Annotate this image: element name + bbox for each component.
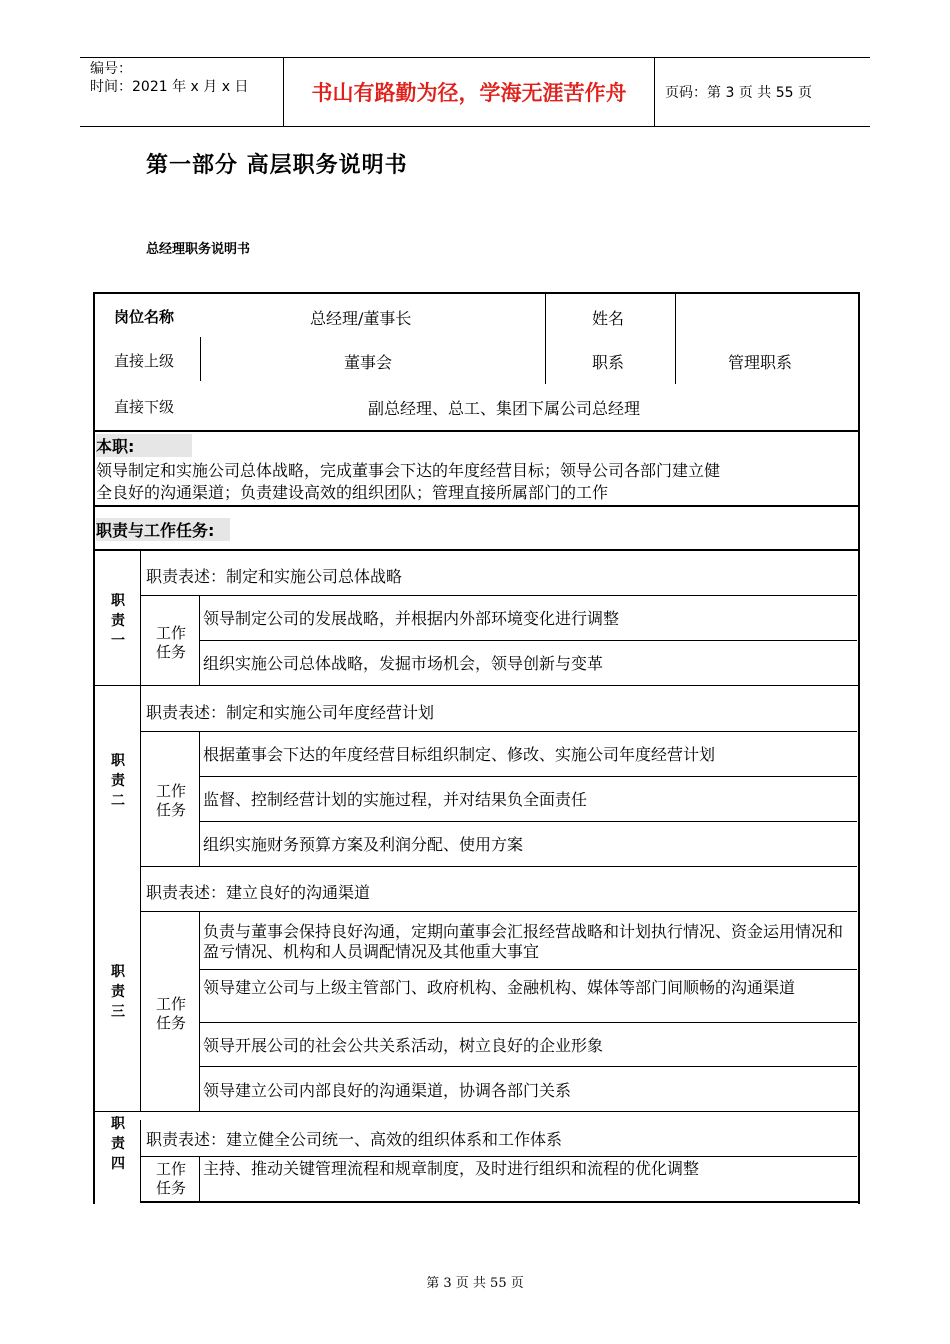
responsibility-2-statement: 职责表述：制定和实施公司年度经营计划 [146, 703, 435, 722]
duty-title: 本职: [96, 434, 192, 457]
task-2-2: 监督、控制经营计划的实施过程，并对结果负全面责任 [203, 790, 588, 809]
page-info: 页码：第 3 页 共 55 页 [665, 85, 812, 101]
responsibility-1-label: 职责一 [111, 593, 125, 649]
subordinate-value: 副总经理、总工、集团下属公司总经理 [368, 399, 641, 418]
task-3-3: 领导开展公司的社会公共关系活动，树立良好的企业形象 [203, 1036, 604, 1055]
task-label: 工作任务 [155, 782, 186, 819]
responsibility-section-title: 职责与工作任务: [96, 518, 230, 541]
series-value: 管理职系 [728, 353, 793, 372]
position-value: 总经理/董事长 [310, 309, 412, 328]
time-label: 时间：2021 年 x 月 x 日 [90, 79, 249, 95]
part-title: 第一部分 高层职务说明书 [146, 152, 408, 178]
task-2-1: 根据董事会下达的年度经营目标组织制定、修改、实施公司年度经营计划 [203, 745, 716, 764]
sub-title: 总经理职务说明书 [146, 242, 251, 257]
task-2-3: 组织实施财务预算方案及利润分配、使用方案 [203, 835, 524, 854]
superior-label: 直接上级 [114, 352, 175, 370]
position-label: 岗位名称 [114, 308, 175, 326]
responsibility-4-statement: 职责表述：建立健全公司统一、高效的组织体系和工作体系 [146, 1130, 563, 1149]
header-meta [90, 60, 248, 96]
duty-line-2: 全良好的沟通渠道；负责建设高效的组织团队；管理直接所属部门的工作 [96, 483, 609, 502]
task-1-2: 组织实施公司总体战略，发掘市场机会，领导创新与变革 [203, 654, 604, 673]
task-1-1: 领导制定公司的发展战略，并根据内外部环境变化进行调整 [203, 609, 620, 628]
responsibility-4-label: 职责四 [111, 1116, 125, 1172]
motto: 书山有路勤为径，学海无涯苦作舟 [283, 58, 655, 126]
page-footer: 第 3 页 共 55 页 [426, 1276, 524, 1291]
superior-value: 董事会 [344, 353, 393, 372]
task-label: 工作任务 [155, 624, 186, 661]
series-label: 职系 [592, 353, 625, 372]
number-label: 编号： [90, 61, 132, 77]
task-label: 工作任务 [155, 1160, 186, 1197]
duty-line-1: 领导制定和实施公司总体战略，完成董事会下达的年度经营目标；领导公司各部门建立健 [96, 461, 721, 480]
responsibility-1-statement: 职责表述：制定和实施公司总体战略 [146, 567, 403, 586]
page-header [80, 57, 870, 127]
task-3-1: 负责与董事会保持良好沟通，定期向董事会汇报经营战略和计划执行情况、资金运用情况和盈亏情况、机构和人员调配情况及其他重大事宜 [203, 922, 844, 961]
task-3-4: 领导建立公司内部良好的沟通渠道，协调各部门关系 [203, 1081, 572, 1100]
subordinate-label: 直接下级 [114, 398, 175, 416]
task-3-2: 领导建立公司与上级主管部门、政府机构、金融机构、媒体等部门间顺畅的沟通渠道 [203, 978, 796, 997]
task-4-1: 主持、推动关键管理流程和规章制度，及时进行组织和流程的优化调整 [203, 1159, 700, 1178]
responsibility-3-label: 职责三 [111, 964, 125, 1020]
name-label: 姓名 [592, 309, 625, 328]
responsibility-2-label: 职责二 [111, 753, 125, 809]
task-label: 工作任务 [155, 995, 186, 1032]
responsibility-3-statement: 职责表述：建立良好的沟通渠道 [146, 883, 371, 902]
